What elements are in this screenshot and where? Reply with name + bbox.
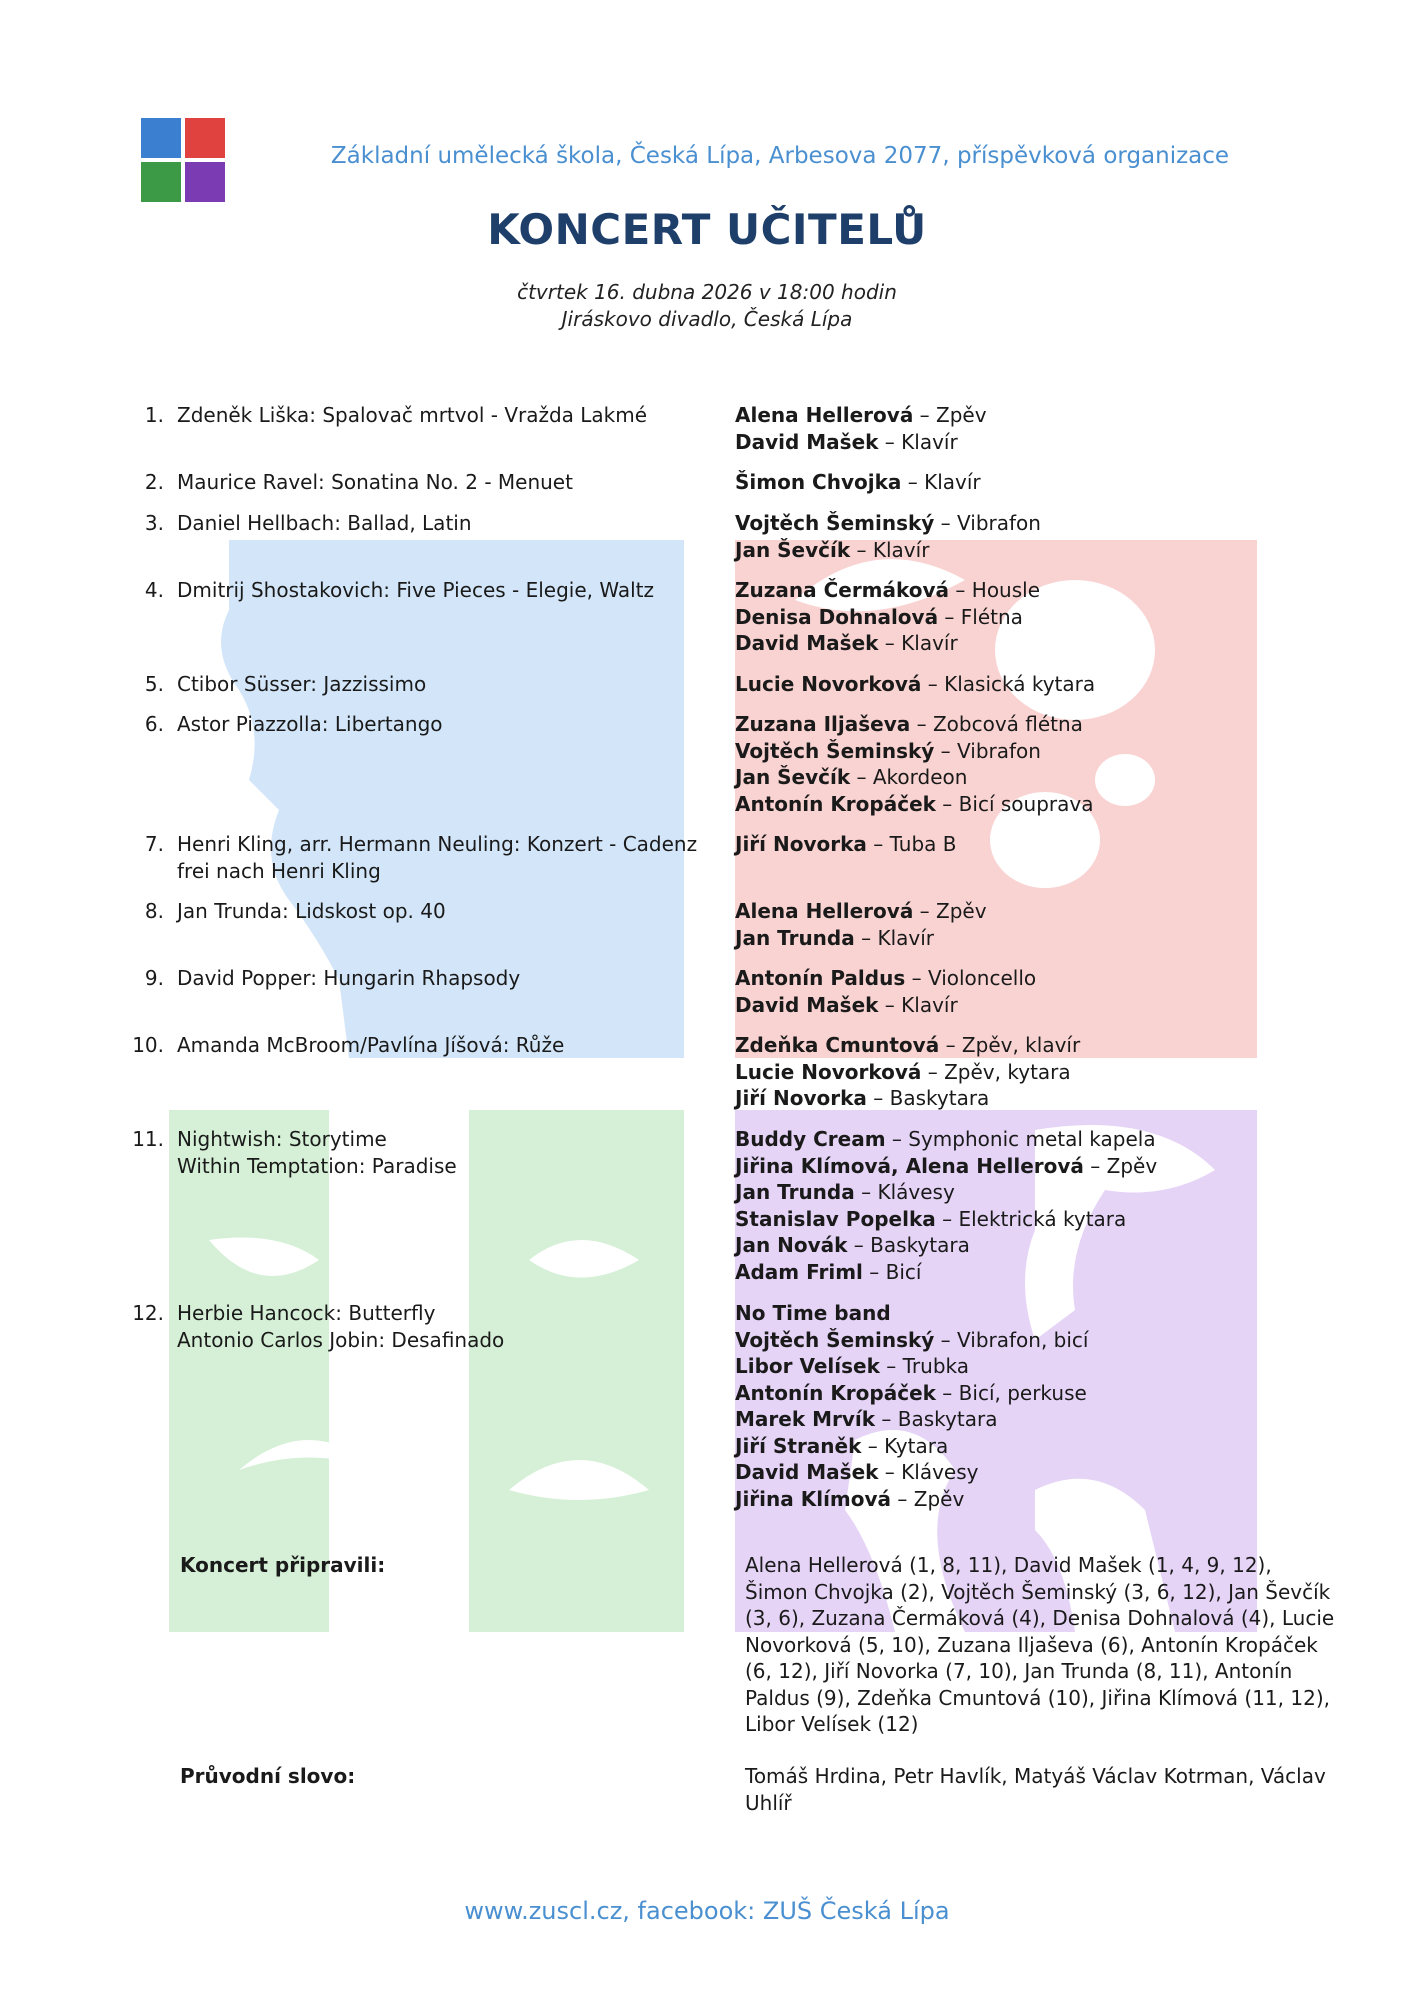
item-number: 9. xyxy=(144,966,164,990)
item-number: 2. xyxy=(144,470,164,494)
item-piece: Nightwish: Storytime Within Temptation: Paradise xyxy=(177,1127,457,1178)
item-performers: Buddy Cream – Symphonic metal kapela Jiřina Klímová, Alena Hellerová – Zpěv Jan Trunda – Klávesy Stanislav Popelka – Elektrická kytara Jan Novák – Baskytara Adam Friml – Bicí xyxy=(735,1127,1158,1284)
item-performers: Jiří Novorka – Tuba B xyxy=(735,832,957,856)
item-piece: Zdeněk Liška: Spalovač mrtvol - Vražda Lakmé xyxy=(177,403,648,427)
item-piece: Maurice Ravel: Sonatina No. 2 - Menuet xyxy=(177,470,573,494)
item-number: 7. xyxy=(144,832,164,856)
item-number: 4. xyxy=(144,578,164,602)
item-performers: Zuzana Čermáková – Housle Denisa Dohnalová – Flétna David Mašek – Klavír xyxy=(735,578,1041,655)
item-number: 10. xyxy=(132,1033,164,1057)
credits-prepared-label: Koncert připravili: xyxy=(180,1553,386,1577)
item-number: 12. xyxy=(132,1301,164,1325)
item-performers: Antonín Paldus – Violoncello David Mašek – Klavír xyxy=(735,966,1037,1017)
concert-venue: Jiráskovo divadlo, Česká Lípa xyxy=(561,307,853,331)
item-performers: Alena Hellerová – Zpěv Jan Trunda – Klavír xyxy=(735,899,987,950)
logo-blue-quadrant xyxy=(141,118,181,158)
item-piece: Amanda McBroom/Pavlína Jíšová: Růže xyxy=(177,1033,565,1057)
item-performers: No Time band Vojtěch Šeminský – Vibrafon, bicí Libor Velísek – Trubka Antonín Kropáček – Bicí, perkuse Marek Mrvík – Baskytara Jiří Straněk – Kytara David Mašek – Klávesy Jiřina Klímová – Zpěv xyxy=(735,1301,1089,1511)
item-piece: David Popper: Hungarin Rhapsody xyxy=(177,966,521,990)
item-number: 6. xyxy=(144,712,164,736)
item-piece: Herbie Hancock: Butterfly Antonio Carlos Jobin: Desafinado xyxy=(177,1301,505,1352)
credits-narration-text: Tomáš Hrdina, Petr Havlík, Matyáš Václav Kotrman, Václav Uhlíř xyxy=(745,1764,1326,1815)
page-title: KONCERT UČITELŮ xyxy=(487,205,927,254)
item-number: 8. xyxy=(144,899,164,923)
item-piece: Daniel Hellbach: Ballad, Latin xyxy=(177,511,472,535)
item-performers: Zdeňka Cmuntová – Zpěv, klavír Lucie Novorková – Zpěv, kytara Jiří Novorka – Baskytara xyxy=(735,1033,1081,1110)
logo-red-quadrant xyxy=(185,118,225,158)
item-performers: Zuzana Iljaševa – Zobcová flétna Vojtěch Šeminský – Vibrafon Jan Ševčík – Akordeon Antonín Kropáček – Bicí souprava xyxy=(735,712,1094,816)
item-number: 3. xyxy=(144,511,164,535)
credits-prepared-text: Alena Hellerová (1, 8, 11), David Mašek (1, 4, 9, 12), Šimon Chvojka (2), Vojtěch Šeminský (3, 6, 12), Jan Ševčík (3, 6), Zuzana Čermáková (4), Denisa Dohnalová (4), Lucie Novorková (5, 10), Zuzana Iljaševa (6), Antonín Kropáček (6, 12), Jiří Novorka (7, 10), Jan Trunda (8, 11), Antonín Paldus (9), Zdeňka Cmuntová (10), Jiřina Klímová (11, 12), Libor Velísek (12) xyxy=(745,1553,1335,1736)
item-number: 5. xyxy=(144,672,164,696)
logo-green-quadrant xyxy=(141,162,181,202)
school-logo-icon xyxy=(141,118,225,202)
item-number: 1. xyxy=(144,403,164,427)
school-name: Základní umělecká škola, Česká Lípa, Arbesova 2077, příspěvková organizace xyxy=(330,143,1230,169)
item-performers: Lucie Novorková – Klasická kytara xyxy=(735,672,1096,696)
item-piece: Henri Kling, arr. Hermann Neuling: Konzert - Cadenz frei nach Henri Kling xyxy=(177,832,698,883)
item-piece: Dmitrij Shostakovich: Five Pieces - Elegie, Waltz xyxy=(177,578,655,602)
footer-links: www.zuscl.cz, facebook: ZUŠ Česká Lípa xyxy=(464,1897,950,1925)
item-performers: Vojtěch Šeminský – Vibrafon Jan Ševčík – Klavír xyxy=(735,511,1041,562)
item-piece: Ctibor Süsser: Jazzissimo xyxy=(177,672,427,696)
logo-purple-quadrant xyxy=(185,162,225,202)
item-piece: Astor Piazzolla: Libertango xyxy=(177,712,443,736)
item-performers: Alena Hellerová – Zpěv David Mašek – Klavír xyxy=(735,403,987,454)
item-piece: Jan Trunda: Lidskost op. 40 xyxy=(177,899,446,923)
item-performers: Šimon Chvojka – Klavír xyxy=(735,470,981,494)
item-number: 11. xyxy=(132,1127,164,1151)
credits-narration-label: Průvodní slovo: xyxy=(180,1764,356,1788)
concert-date: čtvrtek 16. dubna 2026 v 18:00 hodin xyxy=(517,280,897,304)
